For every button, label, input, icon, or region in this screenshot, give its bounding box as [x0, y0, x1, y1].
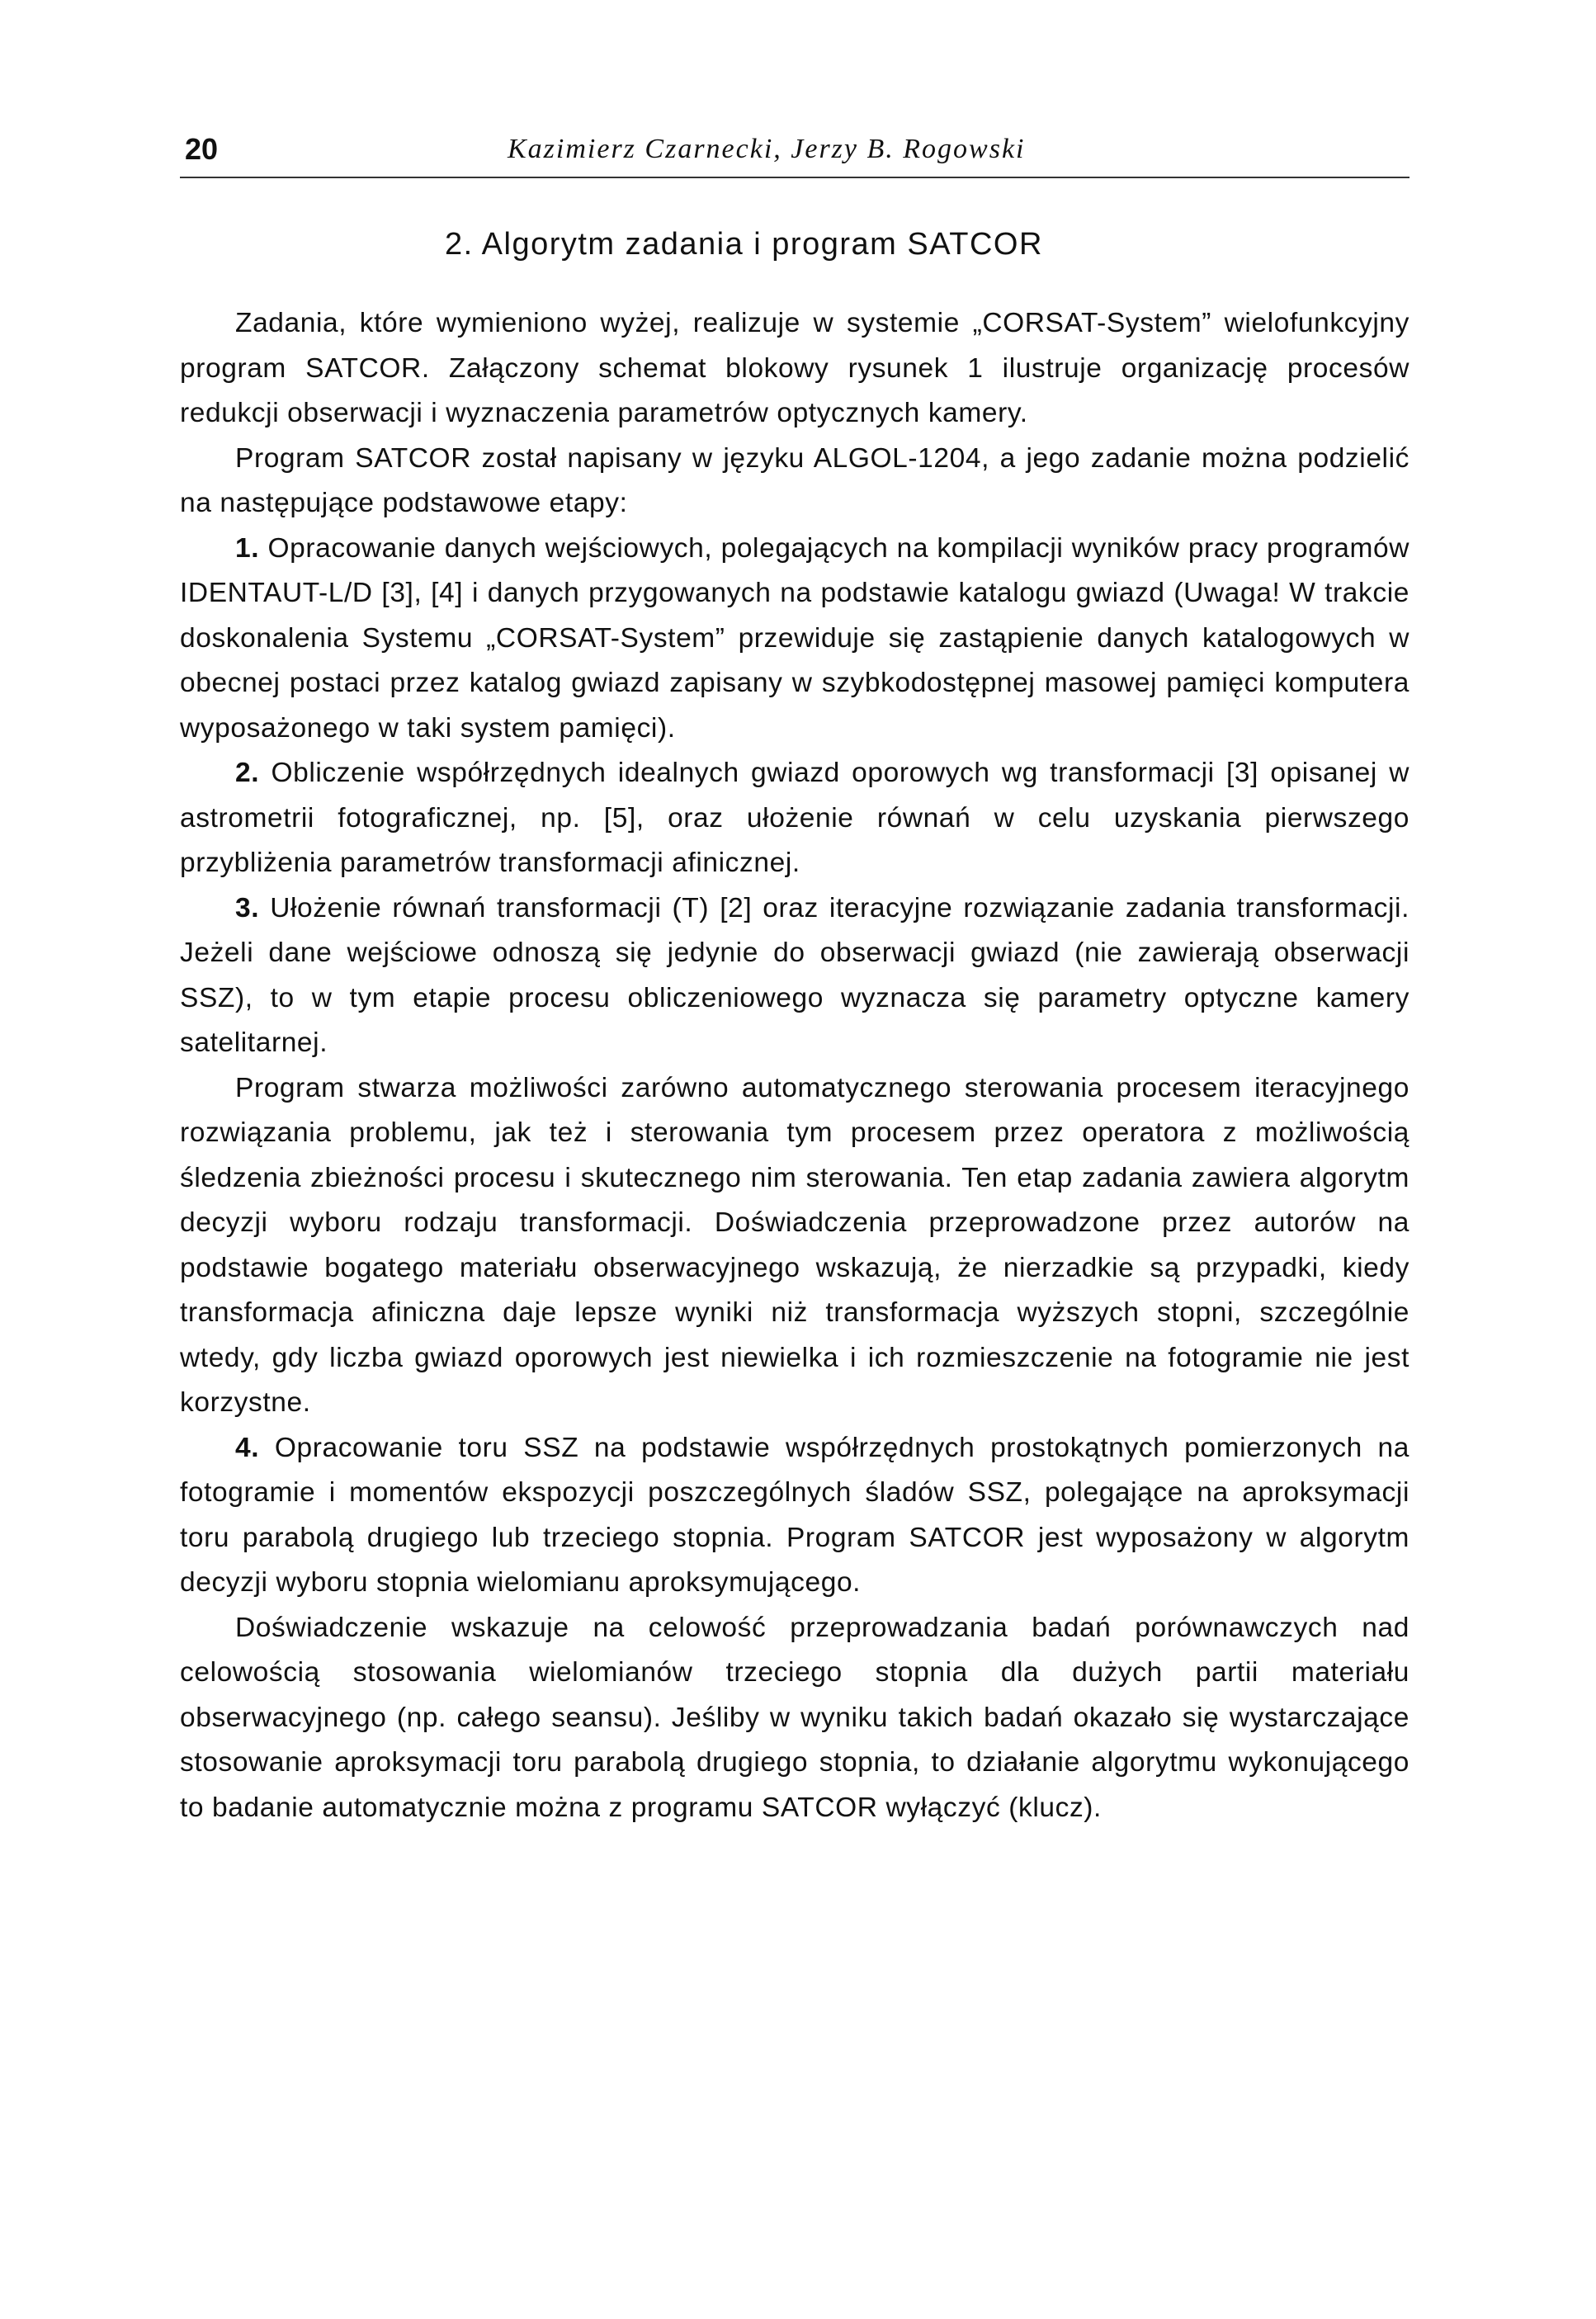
closing-paragraph: Doświadczenie wskazuje na celowość przeprowadzania badań porównawczych nad celowością stosowania wielomianów trzeciego stopnia dla dużych partii materiału obserwacyjnego (np. całego seansu). Jeśliby w wyniku takich badań okazało się wystarczające stosowanie aproksymacji toru parabolą drugiego stopnia, to działanie algorytmu wykonującego to badanie automatycznie można z programu SATCOR wyłączyć (klucz).: [180, 1612, 1409, 1823]
running-title: Kazimierz Czarnecki, Jerzy B. Rogowski: [508, 134, 1026, 164]
header-rule: [180, 177, 1409, 178]
list-item: [180, 1426, 1409, 1606]
item-text: Obliczenie współrzędnych idealnych gwiazd oporowych wg transformacji [3] opisanej w astrometrii fotograficznej, np. [5], oraz ułożenie równań w celu uzyskania pierwszego przybliżenia parametrów transformacji afinicznej.: [180, 758, 1409, 878]
item-number: 1.: [235, 532, 260, 564]
page-number: 20: [185, 132, 219, 166]
intro-paragraph: Zadania, które wymieniono wyżej, realizuje w systemie „CORSAT-System” wielofunkcyjny program SATCOR. Załączony schemat blokowy rysunek 1 ilustruje organizację procesów redukcji obserwacji i wyznaczenia parametrów optycznych kamery.: [180, 308, 1409, 428]
list-item: [180, 751, 1409, 886]
running-head: [180, 124, 1409, 175]
item-number: 4.: [235, 1432, 260, 1463]
item-text: Ułożenie równań transformacji (T) [2] oraz iteracyjne rozwiązanie zadania transformacji. Jeżeli dane wejściowe odnoszą się jedynie do obserwacji gwiazd (nie zawierają obserwacji SSZ), to w tym etapie procesu obliczeniowego wyznacza się parametry optyczne kamery satelitarnej.: [180, 892, 1409, 1058]
item-text: Opracowanie danych wejściowych, polegających na kompilacji wyników pracy programów IDENTAUT-L/D [3], [4] i danych przygowanych na podstawie katalogu gwiazd (Uwaga! W trakcie doskonalenia Systemu „CORSAT-System” przewiduje się zastąpienie danych katalogowych w obecnej postaci przez katalog gwiazd zapisany w szybkodostępnej masowej pamięci komputera wyposażonego w taki system pamięci).: [180, 532, 1409, 744]
item-number: 2.: [235, 758, 260, 788]
item-text: Opracowanie toru SSZ na podstawie współrzędnych prostokątnych pomierzonych na fotogramie i momentów ekspozycji poszczególnych śladów SSZ, polegające na aproksymacji toru parabolą drugiego lub trzeciego stopnia. Program SATCOR jest wyposażony w algorytm decyzji wyboru stopnia wielomianu aproksymującego.: [180, 1432, 1409, 1598]
list-item: [180, 886, 1409, 1066]
document-page: [180, 124, 1409, 1830]
program-paragraph: Program SATCOR został napisany w języku ALGOL-1204, a jego zadanie można podzielić na następujące podstawowe etapy:: [180, 442, 1409, 518]
list-item: [180, 527, 1409, 752]
item-number: 3.: [235, 892, 260, 923]
body-text: [180, 301, 1409, 1830]
process-control-paragraph: Program stwarza możliwości zarówno automatycznego sterowania procesem iteracyjnego rozwiązania problemu, jak też i sterowania tym procesem przez operatora z możliwością śledzenia zbieżności procesu i skutecznego nim sterowania. Ten etap zadania zawiera algorytm decyzji wyboru rodzaju transformacji. Doświadczenia przeprowadzone przez autorów na podstawie bogatego materiału obserwacyjnego wskazują, że nierzadkie są przypadki, kiedy transformacja afiniczna daje lepsze wyniki niż transformacja wyższych stopni, szczególnie wtedy, gdy liczba gwiazd oporowych jest niewielka i ich rozmieszczenie na fotogramie nie jest korzystne.: [180, 1072, 1409, 1418]
section-heading: 2. Algorytm zadania i program SATCOR: [445, 227, 1043, 262]
